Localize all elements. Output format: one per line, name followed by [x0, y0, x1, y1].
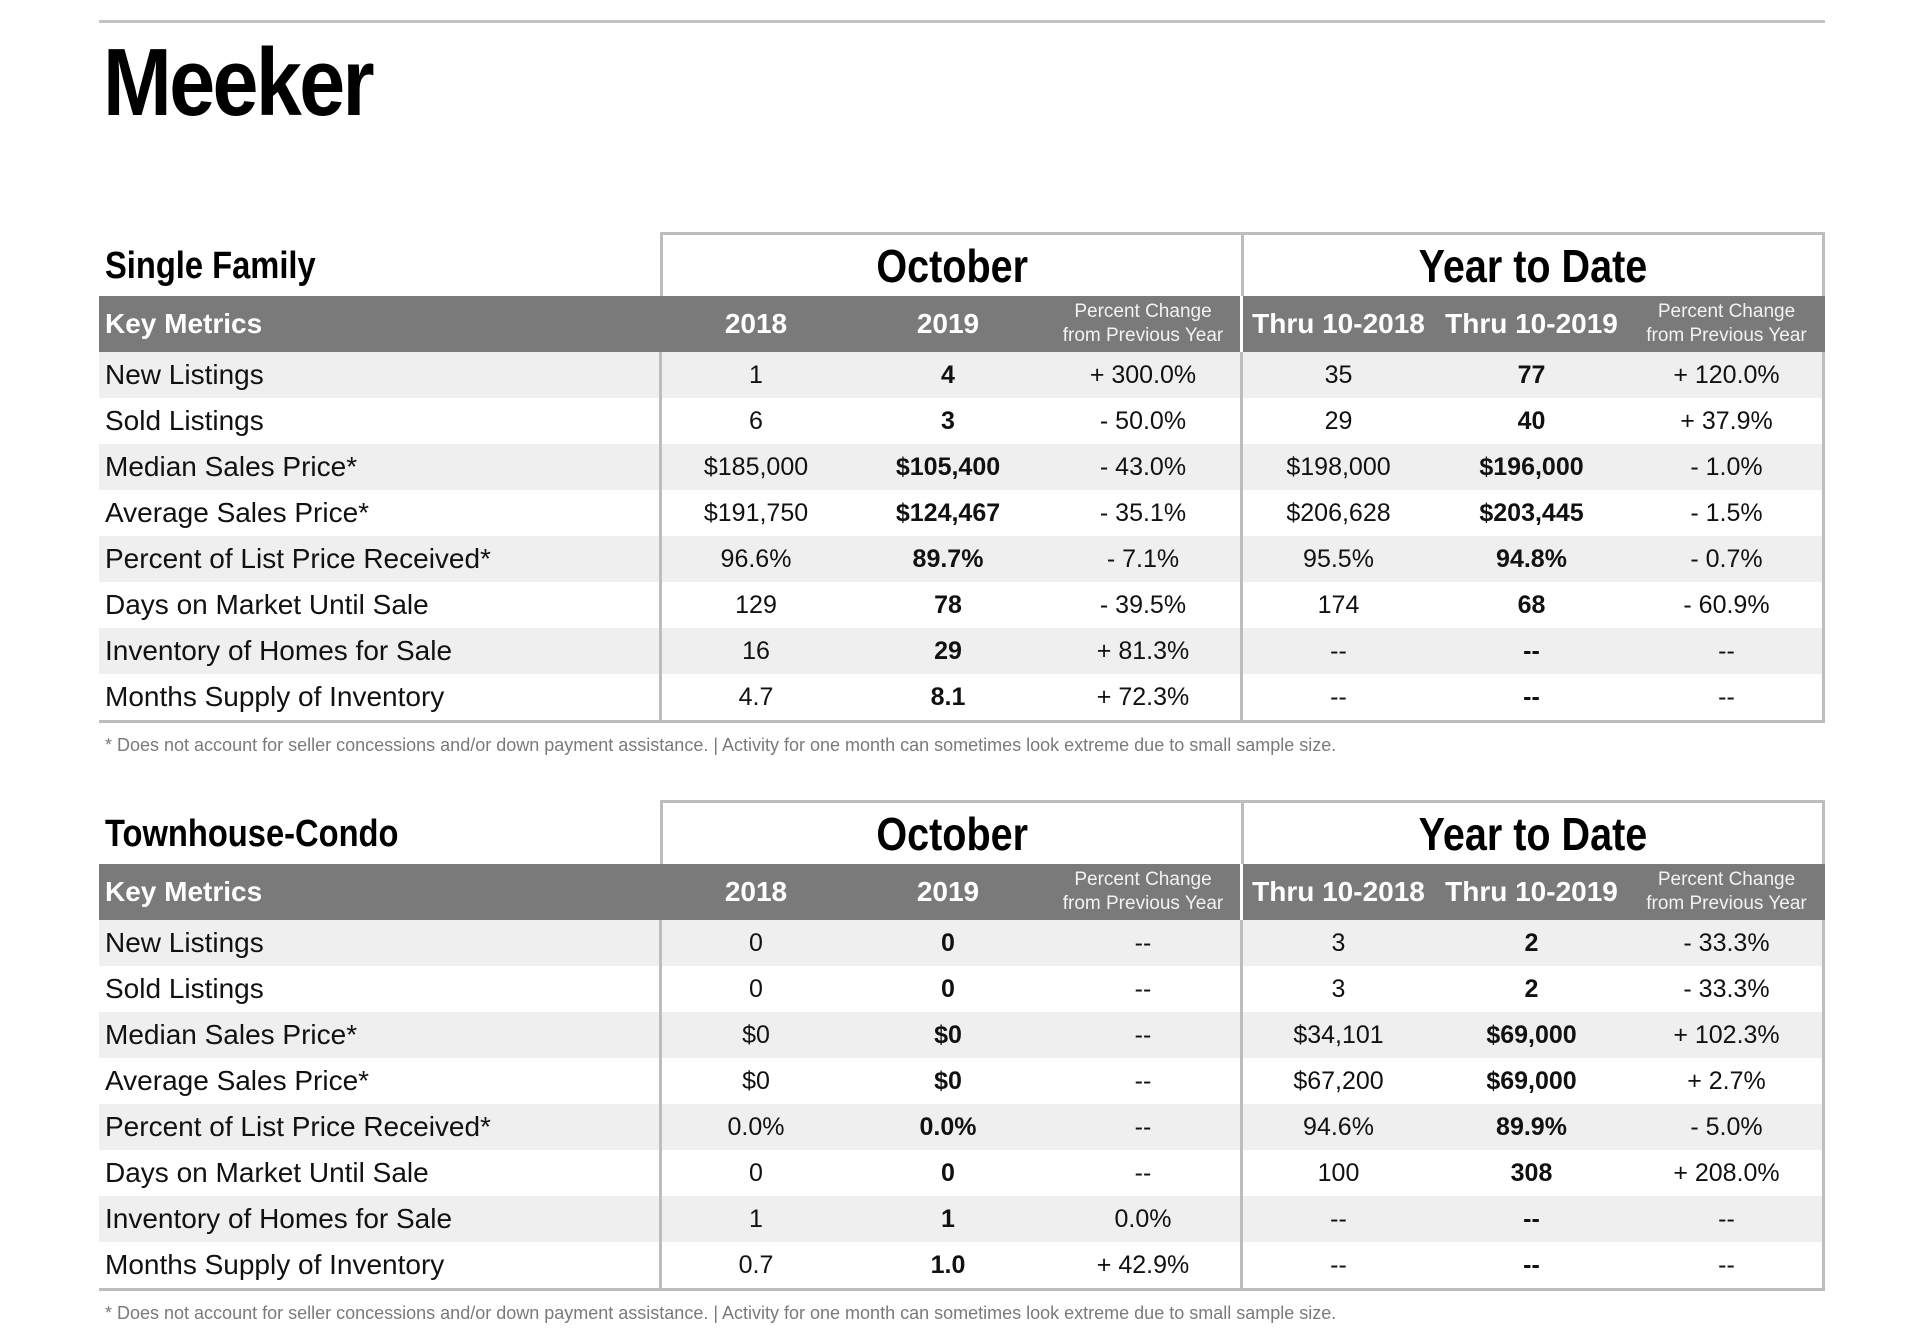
ytd-pct-change: - 0.7%: [1690, 544, 1763, 573]
header-month-pct-change: Percent Change from Previous Year: [1062, 301, 1224, 346]
ytd-prev-value: --: [1330, 1250, 1347, 1279]
table-row: [99, 920, 1825, 966]
month-prev-value: 0.7: [738, 1250, 774, 1279]
section-single-family: [99, 232, 1825, 756]
header-year-curr: 2019: [916, 308, 980, 339]
month-pct-change: + 81.3%: [1096, 636, 1190, 665]
column-divider: [1240, 920, 1243, 1288]
month-pct-change: --: [1134, 1158, 1152, 1187]
metric-label: Average Sales Price*: [105, 497, 370, 528]
table-row: [99, 1104, 1825, 1150]
ytd-prev-value: $34,101: [1293, 1020, 1384, 1049]
table-row: [99, 398, 1825, 444]
ytd-curr-value: 89.9%: [1496, 1112, 1567, 1141]
metric-label: Sold Listings: [105, 405, 264, 436]
ytd-curr-value: $69,000: [1486, 1066, 1577, 1095]
month-pct-change: - 35.1%: [1099, 498, 1187, 527]
month-curr-value: 78: [934, 590, 962, 619]
table-row: [99, 628, 1825, 674]
table-row: [99, 1242, 1825, 1288]
ytd-curr-value: --: [1523, 1204, 1540, 1233]
ytd-pct-change: + 208.0%: [1673, 1158, 1780, 1187]
ytd-pct-change: --: [1718, 682, 1735, 711]
month-prev-value: $185,000: [703, 452, 809, 481]
month-prev-value: 0: [749, 1158, 763, 1187]
section-title: Townhouse-Condo: [105, 813, 399, 855]
month-pct-change: --: [1134, 1066, 1152, 1095]
footnote: * Does not account for seller concessions and/or down payment assistance. | Activity for one month can sometimes look extreme due to small sample size.: [105, 1303, 1337, 1323]
header-divider: [1240, 864, 1243, 920]
month-group-header: October: [660, 232, 1244, 296]
metric-label: New Listings: [105, 359, 264, 390]
month-prev-value: 6: [749, 406, 763, 435]
ytd-prev-value: 94.6%: [1303, 1112, 1374, 1141]
month-prev-value: 4.7: [738, 682, 774, 711]
month-pct-change: + 72.3%: [1096, 682, 1190, 711]
metric-label: Inventory of Homes for Sale: [105, 635, 453, 666]
section-townhouse-condo: [99, 800, 1825, 1324]
table-row: [99, 674, 1825, 720]
header-ytd-pct-change: Percent Change from Previous Year: [1646, 301, 1807, 346]
metric-label: Inventory of Homes for Sale: [105, 1203, 453, 1234]
ytd-curr-value: --: [1523, 682, 1540, 711]
column-divider: [1822, 352, 1825, 720]
month-prev-value: 0.0%: [727, 1112, 785, 1141]
header-month-pct-change: Percent Change from Previous Year: [1062, 869, 1224, 914]
month-pct-change: --: [1134, 928, 1152, 957]
metric-label: Percent of List Price Received*: [105, 543, 491, 574]
metric-label: Days on Market Until Sale: [105, 589, 429, 620]
month-curr-value: 29: [934, 636, 962, 665]
ytd-curr-value: 68: [1517, 590, 1546, 619]
month-curr-value: 89.7%: [912, 544, 984, 573]
table-row: [99, 536, 1825, 582]
month-curr-value: 1.0: [930, 1250, 966, 1279]
metric-label: Days on Market Until Sale: [105, 1157, 429, 1188]
ytd-prev-value: $67,200: [1293, 1066, 1384, 1095]
month-prev-value: 0: [749, 928, 763, 957]
month-prev-value: 16: [742, 636, 770, 665]
ytd-pct-change: - 5.0%: [1690, 1112, 1763, 1141]
ytd-prev-value: 100: [1317, 1158, 1360, 1187]
month-curr-value: 1: [941, 1204, 955, 1233]
section-header: [99, 800, 1825, 864]
metrics-table-body: [99, 920, 1825, 1291]
column-divider: [1822, 920, 1825, 1288]
table-row: [99, 352, 1825, 398]
header-key-metrics: Key Metrics: [105, 876, 263, 907]
month-pct-change: --: [1134, 1020, 1152, 1049]
header-ytd-prev: Thru 10-2018: [1252, 876, 1425, 907]
column-divider: [1240, 352, 1243, 720]
month-pct-change: 0.0%: [1114, 1204, 1172, 1233]
ytd-pct-change: + 120.0%: [1673, 360, 1780, 389]
header-ytd-curr: Thru 10-2019: [1445, 876, 1618, 907]
month-pct-change: --: [1134, 1112, 1152, 1141]
ytd-pct-change: - 33.3%: [1683, 974, 1770, 1003]
column-header-row: [99, 296, 1825, 352]
ytd-curr-value: $196,000: [1479, 452, 1584, 481]
table-row: [99, 1058, 1825, 1104]
month-prev-value: 129: [735, 590, 777, 619]
header-divider: [1240, 296, 1243, 352]
top-divider: [99, 20, 1825, 23]
month-pct-change: --: [1134, 974, 1152, 1003]
table-row: [99, 490, 1825, 536]
month-prev-value: 1: [749, 360, 763, 389]
ytd-curr-value: $203,445: [1479, 498, 1584, 527]
month-pct-change: - 7.1%: [1106, 544, 1180, 573]
month-curr-value: 8.1: [930, 682, 966, 711]
ytd-prev-value: 95.5%: [1303, 544, 1374, 573]
header-ytd-prev: Thru 10-2018: [1252, 308, 1425, 339]
metric-label: Percent of List Price Received*: [105, 1111, 491, 1142]
month-pct-change: - 39.5%: [1099, 590, 1187, 619]
metric-label: Months Supply of Inventory: [105, 681, 445, 712]
month-prev-value: $191,750: [703, 498, 809, 527]
header-ytd-pct-change: Percent Change from Previous Year: [1646, 869, 1807, 914]
metric-label: Months Supply of Inventory: [105, 1249, 445, 1280]
month-group-header: October: [660, 800, 1244, 864]
month-pct-change: - 43.0%: [1099, 452, 1187, 481]
ytd-pct-change: --: [1718, 1250, 1735, 1279]
ytd-curr-value: $69,000: [1486, 1020, 1577, 1049]
footnote: * Does not account for seller concessions and/or down payment assistance. | Activity for one month can sometimes look extreme due to small sample size.: [105, 735, 1337, 755]
ytd-curr-value: --: [1523, 1250, 1540, 1279]
ytd-prev-value: --: [1330, 636, 1347, 665]
metric-label: Median Sales Price*: [105, 1019, 358, 1050]
page-title: Meeker: [103, 29, 373, 136]
month-curr-value: 0.0%: [919, 1112, 977, 1141]
ytd-pct-change: --: [1718, 636, 1735, 665]
month-pct-change: + 300.0%: [1089, 360, 1197, 389]
metric-label: New Listings: [105, 927, 264, 958]
ytd-pct-change: + 2.7%: [1687, 1066, 1766, 1095]
table-row: [99, 1012, 1825, 1058]
ytd-curr-value: 2: [1524, 974, 1539, 1003]
header-ytd-curr: Thru 10-2019: [1445, 308, 1618, 339]
ytd-curr-value: 308: [1510, 1158, 1553, 1187]
ytd-pct-change: - 1.5%: [1690, 498, 1763, 527]
column-header-row: [99, 864, 1825, 920]
ytd-prev-value: 35: [1324, 360, 1353, 389]
ytd-pct-change: + 37.9%: [1680, 406, 1773, 435]
ytd-pct-change: - 60.9%: [1683, 590, 1770, 619]
month-prev-value: 1: [749, 1204, 763, 1233]
ytd-curr-value: 2: [1524, 928, 1539, 957]
table-row: [99, 582, 1825, 628]
table-row: [99, 1150, 1825, 1196]
month-prev-value: $0: [742, 1066, 770, 1095]
month-pct-change: + 42.9%: [1096, 1250, 1190, 1279]
header-key-metrics: Key Metrics: [105, 308, 263, 339]
ytd-curr-value: 40: [1517, 406, 1546, 435]
ytd-prev-value: 3: [1331, 928, 1346, 957]
header-year-prev: 2018: [724, 876, 788, 907]
month-prev-value: $0: [742, 1020, 770, 1049]
ytd-prev-value: 174: [1317, 590, 1360, 619]
month-pct-change: - 50.0%: [1099, 406, 1187, 435]
column-divider: [659, 352, 662, 720]
header-year-prev: 2018: [724, 308, 788, 339]
month-curr-value: 0: [941, 1158, 955, 1187]
metric-label: Median Sales Price*: [105, 451, 358, 482]
table-row: [99, 444, 1825, 490]
section-title: Single Family: [105, 245, 316, 287]
ytd-prev-value: --: [1330, 682, 1347, 711]
month-curr-value: 0: [941, 928, 955, 957]
ytd-curr-value: 94.8%: [1496, 544, 1567, 573]
month-curr-value: $0: [934, 1020, 962, 1049]
ytd-curr-value: --: [1523, 636, 1540, 665]
month-curr-value: $0: [934, 1066, 962, 1095]
ytd-prev-value: 3: [1331, 974, 1346, 1003]
month-curr-value: 3: [941, 406, 955, 435]
ytd-prev-value: 29: [1324, 406, 1353, 435]
table-row: [99, 1196, 1825, 1242]
table-row: [99, 966, 1825, 1012]
section-header: [99, 232, 1825, 296]
month-curr-value: 0: [941, 974, 955, 1003]
month-curr-value: $105,400: [895, 452, 1001, 481]
ytd-group-header: Year to Date: [1241, 800, 1825, 864]
metrics-table-body: [99, 352, 1825, 723]
month-curr-value: $124,467: [895, 498, 1001, 527]
ytd-prev-value: --: [1330, 1204, 1347, 1233]
month-prev-value: 96.6%: [720, 544, 792, 573]
month-curr-value: 4: [941, 360, 955, 389]
metric-label: Average Sales Price*: [105, 1065, 370, 1096]
ytd-prev-value: $198,000: [1286, 452, 1391, 481]
ytd-pct-change: - 33.3%: [1683, 928, 1770, 957]
metric-label: Sold Listings: [105, 973, 264, 1004]
ytd-pct-change: + 102.3%: [1673, 1020, 1780, 1049]
ytd-pct-change: --: [1718, 1204, 1735, 1233]
column-divider: [659, 920, 662, 1288]
month-prev-value: 0: [749, 974, 763, 1003]
ytd-group-header: Year to Date: [1241, 232, 1825, 296]
ytd-pct-change: - 1.0%: [1690, 452, 1763, 481]
ytd-prev-value: $206,628: [1286, 498, 1391, 527]
header-year-curr: 2019: [916, 876, 980, 907]
ytd-curr-value: 77: [1517, 360, 1546, 389]
